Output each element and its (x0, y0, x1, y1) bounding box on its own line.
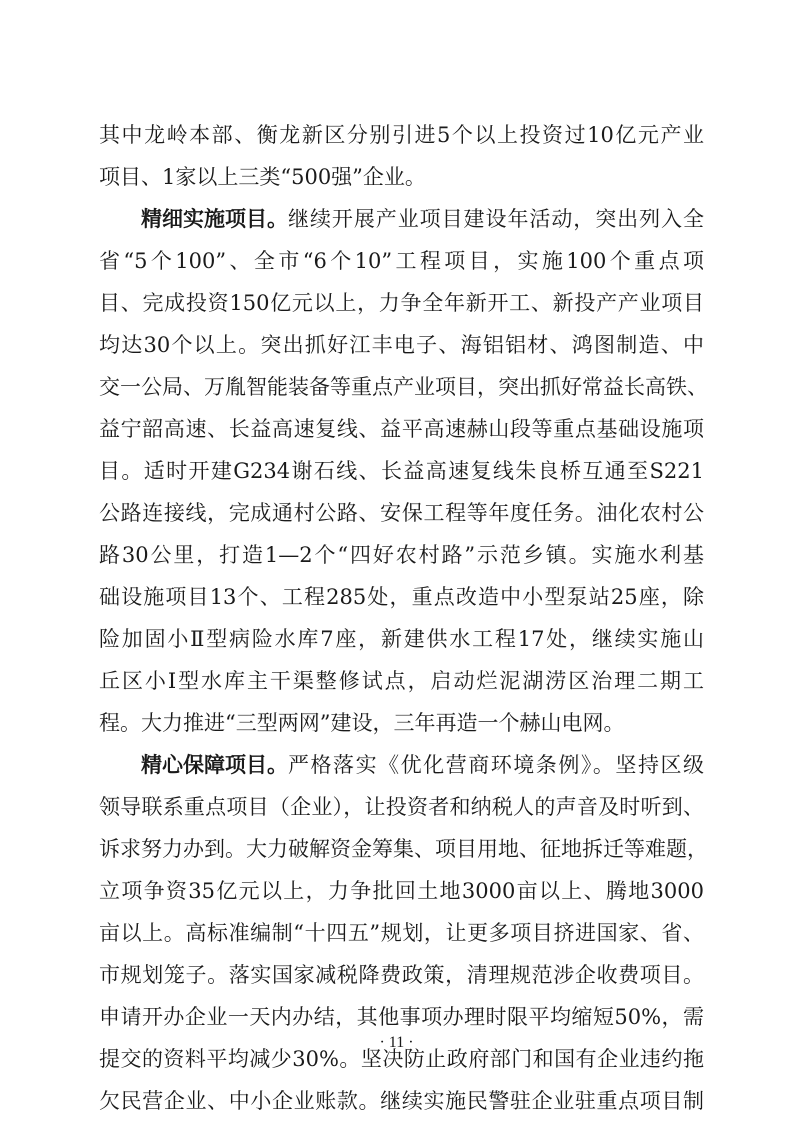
body-line: 项目、1家以上三类“500强”企业。 (99, 165, 426, 189)
body-line: 严格落实《优化营商环境条例》。坚持区级 (288, 753, 704, 777)
body-line: 市规划笼子。落实国家减税降费政策，清理规范涉企收费项目。 (99, 963, 704, 987)
body-line: 省“5个100”、全市“6个10”工程项目，实施100个重点项 (99, 249, 704, 273)
body-line: 丘区小Ⅰ型水库主干渠整修试点，启动烂泥湖涝区治理二期工 (99, 669, 704, 693)
body-line: 欠民营企业、中小企业账款。继续实施民警驻企业驻重点项目制 (99, 1089, 704, 1113)
body-line: 诉求努力办到。大力破解资金筹集、项目用地、征地拆迁等难题， (99, 837, 708, 861)
body-line: 公路连接线，完成通村公路、安保工程等年度任务。油化农村公 (99, 501, 704, 525)
body-line: 程。大力推进“三型两网”建设，三年再造一个赫山电网。 (99, 711, 625, 735)
body-line: 继续开展产业项目建设年活动，突出列入全 (288, 207, 704, 231)
body-line: 础设施项目13个、工程285处，重点改造中小型泵站25座，除 (99, 585, 704, 609)
body-line: 申请开办企业一天内办结，其他事项办理时限平均缩短50%，需 (99, 1005, 704, 1029)
body-line: 路30公里，打造1—2个“四好农村路”示范乡镇。实施水利基 (99, 543, 704, 567)
body-line: 益宁韶高速、长益高速复线、益平高速赫山段等重点基础设施项 (99, 417, 704, 441)
body-line: 领导联系重点项目（企业），让投资者和纳税人的声音及时听到、 (99, 795, 704, 819)
body-line: 交一公局、万胤智能装备等重点产业项目，突出抓好常益长高铁、 (99, 375, 708, 399)
page-number: · 11 · (379, 1034, 414, 1051)
section-heading: 精细实施项目。 (141, 207, 288, 231)
paragraph-first-line (141, 752, 704, 778)
paragraph-first-line (141, 206, 704, 232)
body-line: 目。适时开建G234谢石线、长益高速复线朱良桥互通至S221 (99, 459, 704, 483)
body-line: 立项争资35亿元以上，力争批回土地3000亩以上、腾地3000 (99, 879, 704, 903)
body-line: 亩以上。高标准编制“十四五”规划，让更多项目挤进国家、省、 (99, 921, 704, 945)
body-line: 提交的资料平均减少30%。坚决防止政府部门和国有企业违约拖 (99, 1047, 704, 1071)
body-line: 目、完成投资150亿元以上，力争全年新开工、新投产产业项目 (99, 291, 704, 315)
body-line: 其中龙岭本部、衡龙新区分别引进5个以上投资过10亿元产业 (99, 123, 704, 147)
section-heading: 精心保障项目。 (141, 753, 288, 777)
body-line: 均达30个以上。突出抓好江丰电子、海铝铝材、鸿图制造、中 (99, 333, 704, 357)
body-line: 险加固小Ⅱ型病险水库7座，新建供水工程17处，继续实施山 (99, 627, 704, 651)
